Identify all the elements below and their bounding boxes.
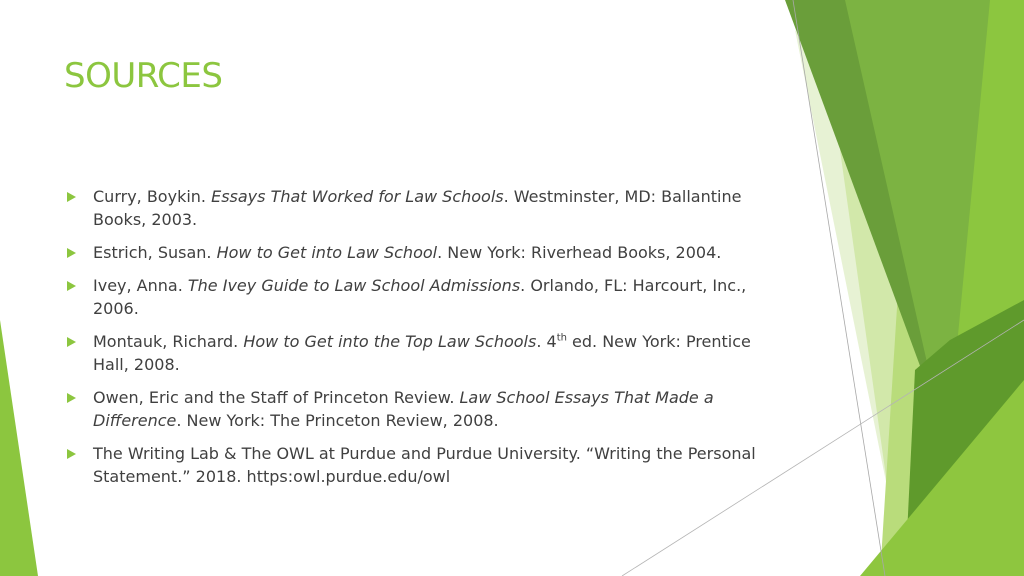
source-author: Ivey, Anna. <box>93 276 183 295</box>
source-author: Montauk, Richard. <box>93 332 239 351</box>
list-item <box>64 241 784 264</box>
source-author: Estrich, Susan. <box>93 243 212 262</box>
source-work: The Ivey Guide to Law School Admissions <box>187 276 521 295</box>
source-details: . New York: The Princeton Review, 2008. <box>176 411 499 430</box>
list-item <box>64 330 784 376</box>
source-work: Essays That Worked for Law Schools <box>211 187 504 206</box>
source-details: . Westminster, MD: Ballantine Books, 2003. <box>93 187 742 229</box>
source-work: How to Get into Law School <box>216 243 438 262</box>
page-title: SOURCES <box>64 56 223 96</box>
list-item <box>64 185 784 231</box>
source-details: ed. New York: Prentice Hall, 2008. <box>93 332 751 374</box>
source-edition-number: . 4 <box>536 332 557 351</box>
arrow-bullet-icon <box>67 449 76 459</box>
arrow-bullet-icon <box>67 248 76 258</box>
sources-list <box>64 185 784 498</box>
arrow-bullet-icon <box>67 393 76 403</box>
source-edition-suffix: th <box>556 332 567 344</box>
facet-left-sliver <box>0 320 38 576</box>
source-text: The Writing Lab & The OWL at Purdue and Purdue University. “Writing the Personal Statement.” 2018. https:owl.purdue.edu/owl <box>93 444 756 486</box>
arrow-bullet-icon <box>67 281 76 291</box>
list-item <box>64 386 784 432</box>
source-details: . New York: Riverhead Books, 2004. <box>437 243 722 262</box>
source-details: . Orlando, FL: Harcourt, Inc., 2006. <box>93 276 747 318</box>
source-author: Curry, Boykin. <box>93 187 206 206</box>
arrow-bullet-icon <box>67 192 76 202</box>
list-item <box>64 274 784 320</box>
source-work: How to Get into the Top Law Schools <box>243 332 537 351</box>
source-work: Law School Essays That Made a Difference <box>93 388 714 430</box>
arrow-bullet-icon <box>67 337 76 347</box>
source-author: Owen, Eric and the Staff of Princeton Review. <box>93 388 455 407</box>
list-item <box>64 442 784 488</box>
